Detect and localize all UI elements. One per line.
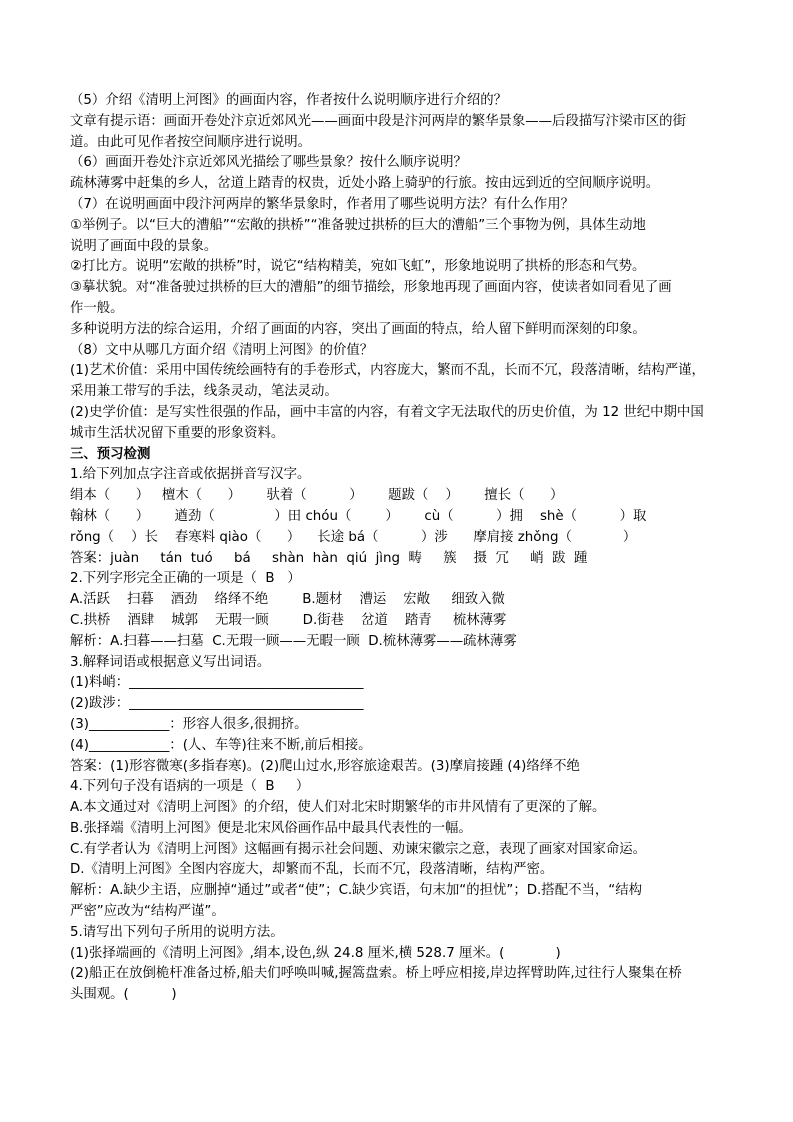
text-line: (1)艺术价值：采用中国传统绘画特有的手卷形式，内容庞大，繁而不乱，长而不冗，段落清晰，结构严谨，	[70, 363, 705, 379]
text-line: 城市生活状况留下重要的形象资料。	[70, 425, 285, 441]
text-line: 头围观。( )	[70, 987, 177, 1003]
text-line: （8）文中从哪几方面介绍《清明上河图》的价值？	[70, 342, 374, 358]
text-line: (2)船正在放倒桅杆准备过桥,船夫们呼唤叫喊,握篙盘索。桥上呼应相接,岸边挥臂助阵,过往行人聚集在桥	[70, 966, 682, 982]
text-line: ③摹状貌。对“准备驶过拱桥的巨大的漕船”的细节描绘，形象地再现了画面内容，使读者如同看见了画	[70, 280, 672, 296]
answer-line: 答案：(1)形容微寒(多指春寒)。(2)爬山过水,形容旅途艰苦。(3)摩肩接踵 (4)络绎不绝	[70, 758, 580, 774]
text-line: (4)____________：(人、车等)往来不断,前后相接。	[70, 737, 372, 753]
option-line: A.本文通过对《清明上河图》的介绍，使人们对北宋时期繁华的市井风情有了更深的了解。	[70, 800, 606, 816]
option-line: A.活跃 扫暮 酒劲 络绎不绝 B.题材 漕运 宏敞 细致入微	[70, 592, 505, 608]
text-line: 多种说明方法的综合运用，介绍了画面的内容，突出了画面的特点，给人留下鲜明而深刻的印象。	[70, 321, 646, 337]
document-page	[70, 91, 730, 1006]
text-line: (2)跋涉：___________________________________	[70, 696, 364, 712]
text-line: ②打比方。说明“宏敞的拱桥”时，说它“结构精美，宛如飞虹”，形象地说明了拱桥的形态和气势。	[70, 259, 646, 275]
text-line: 绢本（ ） 檀木（ ） 驮着（ ） 题跋（ ） 擅长（ ）	[70, 488, 564, 504]
analysis-line: 解析：A.缺少主语，应删掉“通过”或者“使”；C.缺少宾语，句末加“的担忧”；D.搭配不当，“结构	[70, 883, 642, 899]
question-title: 1.给下列加点字注音或依据拼音写汉字。	[70, 467, 311, 483]
text-line: (1)料峭：___________________________________	[70, 675, 364, 691]
text-line: 文章有提示语：画面开卷处汴京近郊风光——画面中段是汴河两岸的繁华景象——后段描写汴梁市区的街	[70, 113, 686, 129]
analysis-line: 严密”应改为“结构严谨”。	[70, 904, 225, 920]
section-heading: 三、预习检测	[70, 446, 151, 462]
text-line: 采用兼工带写的手法，线条灵动，笔法灵动。	[70, 384, 338, 400]
option-line: C.有学者认为《清明上河图》这幅画有揭示社会问题、劝谏宋徽宗之意，表现了画家对国家命运。	[70, 841, 647, 857]
option-line: B.张择端《清明上河图》便是北宋风俗画作品中最具代表性的一幅。	[70, 820, 472, 836]
text-line: ①举例子。以“巨大的漕船”“宏敞的拱桥”“准备驶过拱桥的巨大的漕船”三个事物为例，具体生动地	[70, 217, 646, 233]
answer-line: 答案：juàn tán tuó bá shàn hàn qiú jìng 畴 簇 摄 冗 峭 跋 踵	[70, 550, 588, 566]
text-line: (1)张择端画的《清明上河图》,绢本,设色,纵 24.8 厘米,横 528.7 厘米。( )	[70, 945, 561, 961]
text-line: (2)史学价值：是写实性很强的作品，画中丰富的内容，有着文字无法取代的历史价值，为 12 世纪中期中国	[70, 404, 704, 420]
text-line: 说明了画面中段的景象。	[70, 238, 218, 254]
text-line: （6）画面开卷处汴京近郊风光描绘了哪些景象？按什么顺序说明？	[70, 155, 467, 171]
question-title: 4.下列句子没有语病的一项是（ B ）	[70, 779, 310, 795]
option-line: C.拱桥 酒肆 城郭 无瑕一顾 D.街巷 岔道 踏青 梳林薄雾	[70, 612, 507, 628]
question-title: 5.请写出下列句子所用的说明方法。	[70, 924, 284, 940]
option-line: D.《清明上河图》全图内容庞大，却繁而不乱，长而不冗，段落清晰，结构严密。	[70, 862, 554, 878]
text-line: 作一般。	[70, 300, 124, 316]
text-line: （7）在说明画面中段汴河两岸的繁华景象时，作者用了哪些说明方法？有什么作用？	[70, 196, 574, 212]
text-line: 道。由此可见作者按空间顺序进行说明。	[70, 134, 312, 150]
text-line: 翰林（ ） 遒劲（ ）田 chóu（ ） cù（ ）拥 shè（ ）取	[70, 508, 647, 524]
text-line: 疏林薄雾中赶集的乡人，岔道上踏青的权贵，近处小路上骑驴的行旅。按由远到近的空间顺序说明。	[70, 176, 660, 192]
text-line: (3)____________：形容人很多,很拥挤。	[70, 716, 308, 732]
text-line: （5）介绍《清明上河图》的画面内容，作者按什么说明顺序进行介绍的？	[70, 93, 508, 108]
question-title: 3.解释词语或根据意义写出词语。	[70, 654, 271, 670]
analysis-line: 解析：A.扫暮——扫墓 C.无瑕一顾——无暇一顾 D.梳林薄雾——疏林薄雾	[70, 633, 517, 649]
text-line: rǒng（ ）长 春寒料 qiào（ ） 长途 bá（ ）涉 摩肩接 zhǒng（ ）	[70, 529, 637, 545]
question-title: 2.下列字形完全正确的一项是（ B ）	[70, 571, 301, 587]
